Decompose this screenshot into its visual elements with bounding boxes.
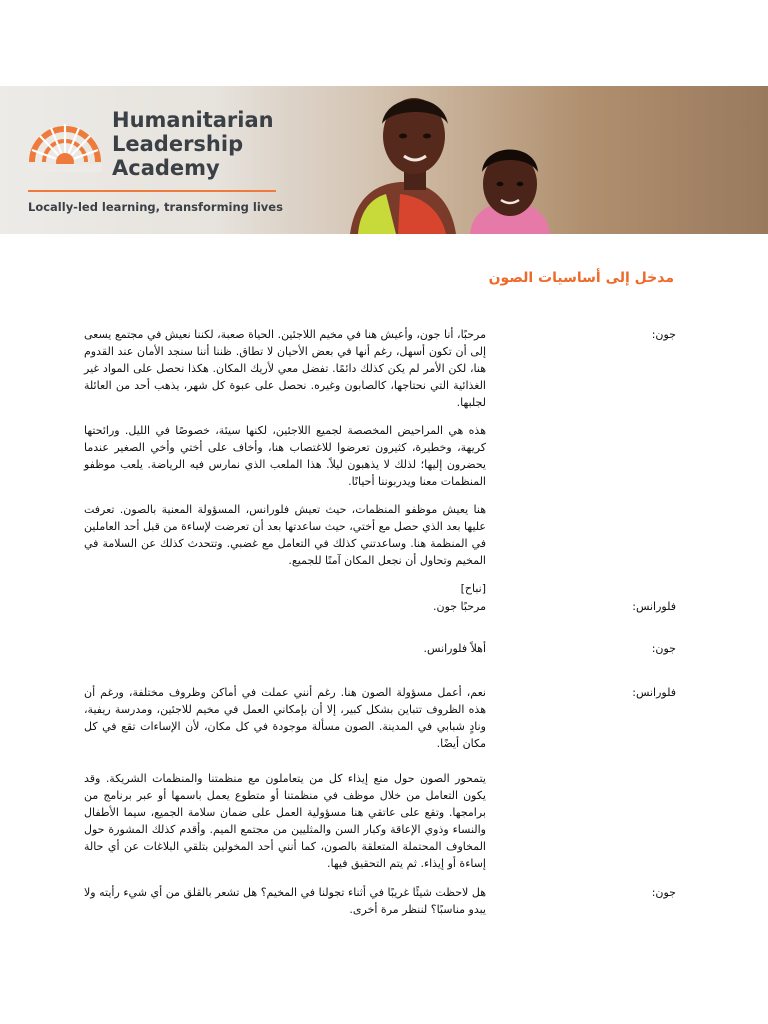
speech-paragraph: أهلاً فلورانس. [423, 642, 486, 655]
brand-tagline: Locally-led learning, transforming lives [28, 200, 283, 214]
header-banner [0, 86, 768, 234]
brand-line-1: Humanitarian [112, 108, 274, 132]
speech-paragraph: هل لاحظت شيئًا غريبًا في أثناء تجولنا في المخيم؟ هل تشعر بالقلق من أي شيء رأيته ولا يبدو مناسبًا؟ لننظر مرة أخرى. [84, 886, 486, 916]
speaker-label: جون: [651, 886, 676, 899]
brand-name [112, 108, 274, 180]
speech-paragraph: مرحبًا جون. [433, 600, 486, 613]
sunrise-logo-icon [28, 110, 102, 172]
speech-paragraph: نعم، أعمل مسؤولة الصون هنا. رغم أنني عملت في أماكن وظروف مختلفة، ورغم أن هذه الظروف تتباين بشكل كبير، إلا أن بإمكاني العمل في مخيم للاجئين، ومدرسة ريفية، ونادٍ شبابي في المدينة. الصون مسألة موجودة في كل مكان، لأن الإساءات تقع في كل مكان أيضًا. [84, 686, 486, 750]
speech-paragraph: يتمحور الصون حول منع إيذاء كل من يتعاملون مع منظمتنا والمنظمات الشريكة. وقد يكون التعامل من خلال موظف في منظمتنا أو متطوع يعمل باسمها أو عبر برنامج من برامجها. وتقع على عاتقي هنا مسؤولية العمل على ضمان سلامة الجميع، سيما الأطفال والنساء وذوي الإعاقة وكبار السن والمثليين من مجتمع الميم. وأقدم كذلك المشورة حول المخاوف المحتملة المتعلقة بالصون، كما أنني أحد المخولين بتلقي البلاغات عن أي حالة إساءة أو إيذاء. ثم يتم التحقيق فيها. [84, 772, 486, 870]
speech-text [84, 884, 486, 929]
speech-text [84, 684, 486, 883]
speech-paragraph: هنا يعيش موظفو المنظمات، حيث تعيش فلورانس، المسؤولة المعنية بالصون. تعرفت عليها بعد الذي حصل مع أختي، حيث ساعدتها بعد أن تعرضت لإساءة من قبل أحد العاملين في المنظمة هنا. وساعدتني كذلك في التعامل مع غضبي. وتتحدث كذلك عن السلامة في المخيم وتحاول أن نجعل المكان آمنًا للجميع. [84, 503, 486, 567]
speaker-label: جون: [651, 328, 676, 341]
speaker-label: جون: [651, 642, 676, 655]
speaker-label: فلورانس: [632, 686, 676, 699]
brand-line-2: Leadership [112, 132, 244, 156]
speech-paragraph: مرحبًا، أنا جون، وأعيش هنا في مخيم اللاجئين. الحياة صعبة، لكننا نعيش في مجتمع يسعى إلى أن تكون أسهل، رغم أنها في بعض الأحيان لا تطاق. ظننا أننا سنجد الأمان عند القدوم هنا، لكن الأمر لم يكن كذلك دائمًا. تفضل معي لأريك المكان. هكذا نحصل على المواد غير الغذائية التي نحتاجها، كالصابون وغيره. نحصل على عبوة كل شهر، يذهب أحد من العائلة لجلبها. [84, 328, 486, 409]
speech-paragraph: هذه هي المراحيض المخصصة لجميع اللاجئين، لكنها سيئة، خصوصًا في الليل. ورائحتها كريهة، وخطيرة، كثيرون تعرضوا للاغتصاب هنا، وأخاف على أختي وأخي الصغير عندما يحضرون إليها؛ لذلك لا يذهبون ليلاً. هذا الملعب الذي نمارس فيه الرياضة. يلعب موظفو المنظمات معنا ويدربوننا أحيانًا. [84, 424, 486, 488]
document-title: مدخل إلى أساسيات الصون [488, 270, 674, 286]
speech-text [84, 598, 486, 626]
brand-divider [28, 190, 276, 192]
speech-text [84, 640, 486, 668]
speaker-label: فلورانس: [632, 600, 676, 613]
banner-photo [300, 86, 768, 234]
brand-line-3: Academy [112, 156, 220, 180]
speech-text [84, 326, 486, 608]
sound-cue: [نباح] [460, 582, 486, 595]
